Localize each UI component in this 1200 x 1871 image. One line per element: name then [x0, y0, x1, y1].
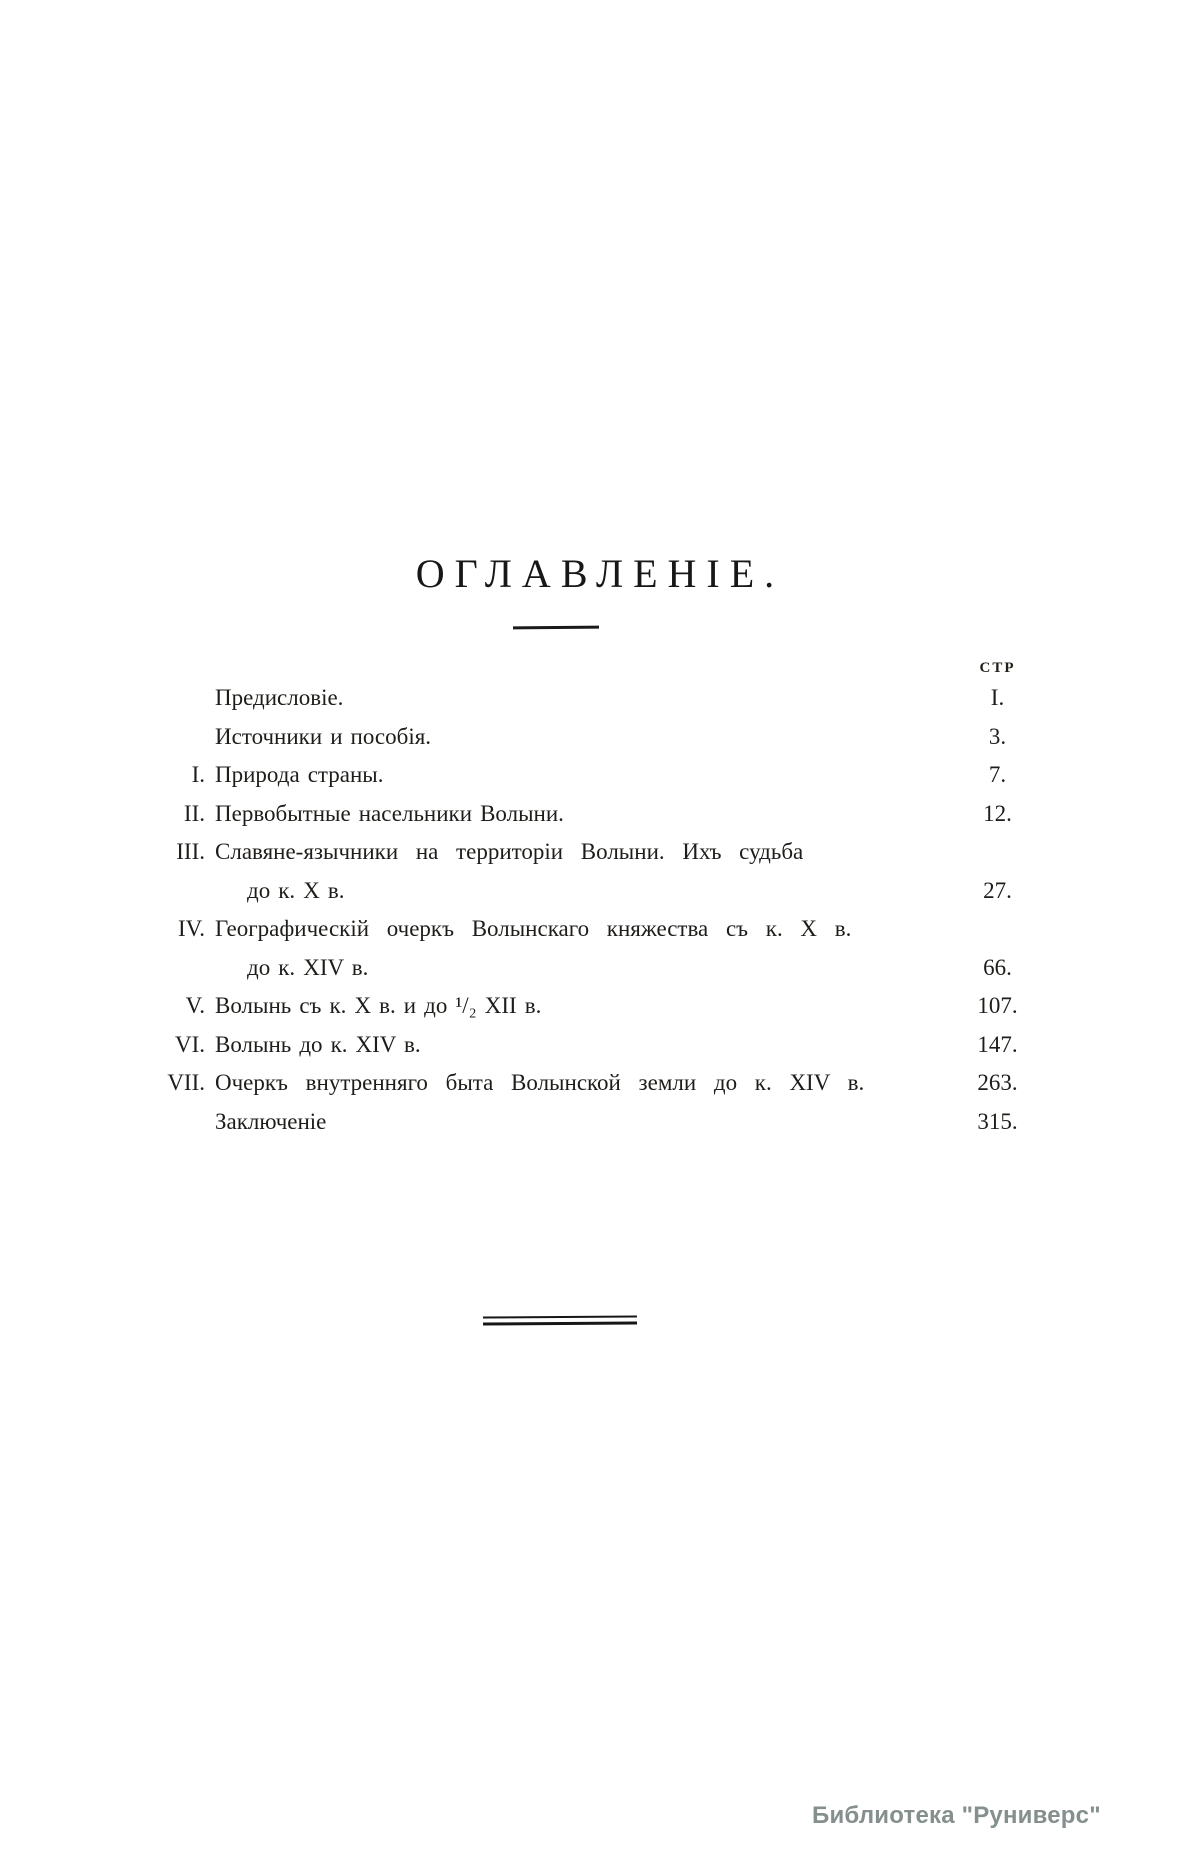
toc-entry-line: Первобытные насельники Волыни. — [215, 800, 564, 826]
toc-row — [150, 795, 1050, 834]
toc-entry-number — [150, 718, 215, 757]
toc-entry-title — [215, 833, 945, 910]
title-divider-rule — [513, 626, 599, 630]
toc-row — [150, 756, 1050, 795]
toc-entry-number: II. — [183, 800, 205, 826]
toc-entry-line: Природа страны. — [215, 762, 384, 787]
toc-entry-line: Волынь съ к. X в. и до ¹/₂ XII в. — [215, 993, 542, 1018]
toc-row — [150, 1103, 1050, 1142]
toc-entry-title — [215, 987, 945, 1026]
toc-entry-number: V. — [185, 993, 205, 1018]
toc-entry-number: III. — [176, 839, 205, 864]
toc-entry-line: Географическій очеркъ Волынскаго княжества съ к. X в. — [215, 916, 852, 941]
toc-row — [150, 910, 1050, 987]
page-title: ОГЛАВЛЕНІЕ. — [415, 551, 785, 596]
toc-entry-page: 3. — [988, 723, 1007, 749]
toc-row — [150, 1064, 1050, 1103]
toc-entry-title — [215, 910, 945, 987]
toc-entry-title — [215, 718, 945, 757]
end-of-contents-rule — [483, 1315, 637, 1325]
toc-entry-number: VII. — [167, 1070, 205, 1095]
toc-entry-line: Очеркъ внутренняго быта Волынской земли до к. XIV в. — [215, 1070, 865, 1095]
toc-entry-line: Славяне-язычники на территоріи Волыни. Ихъ судьба — [215, 839, 804, 864]
toc-row — [150, 833, 1050, 910]
toc-entry-page: 27. — [983, 877, 1012, 903]
toc-rows — [150, 679, 1050, 1141]
toc-row — [150, 679, 1050, 718]
toc-entry-title — [215, 1103, 945, 1142]
toc-entry-title — [215, 795, 945, 834]
toc-entry-line: Источники и пособія. — [215, 723, 432, 749]
toc-entry-line: Предисловіе. — [215, 685, 344, 710]
toc-entry-page: 263. — [977, 1070, 1018, 1095]
toc-entry-number: I. — [191, 762, 205, 787]
library-watermark: Библиотека "Руниверс" — [812, 1802, 1101, 1829]
page-column-header: СТР — [979, 660, 1016, 676]
toc-header-row — [150, 660, 1050, 677]
toc-entry-page: 12. — [983, 800, 1012, 826]
toc-entry-line: до к. X в. — [247, 877, 345, 903]
toc-entry-title — [215, 756, 945, 795]
toc-row — [150, 987, 1050, 1026]
toc-entry-line: Заключеніе — [215, 1108, 327, 1134]
toc-entry-number: VI. — [174, 1031, 205, 1057]
toc-entry-number: IV. — [177, 916, 205, 941]
toc-entry-number — [150, 679, 215, 718]
toc-entry-number — [150, 1103, 215, 1142]
table-of-contents — [150, 660, 1050, 1141]
toc-entry-page: 315. — [977, 1108, 1018, 1134]
toc-entry-page: 7. — [988, 762, 1007, 787]
toc-entry-title — [215, 1026, 945, 1065]
toc-row — [150, 1026, 1050, 1065]
toc-entry-page: I. — [990, 685, 1005, 710]
toc-entry-page: 107. — [977, 993, 1018, 1018]
toc-entry-page: 147. — [977, 1031, 1018, 1057]
toc-entry-line: Волынь до к. XIV в. — [215, 1031, 421, 1057]
toc-entry-title — [215, 1064, 945, 1103]
toc-entry-line: до к. XIV в. — [247, 954, 369, 980]
toc-entry-title — [215, 679, 945, 718]
toc-row — [150, 718, 1050, 757]
toc-entry-page: 66. — [983, 954, 1012, 980]
